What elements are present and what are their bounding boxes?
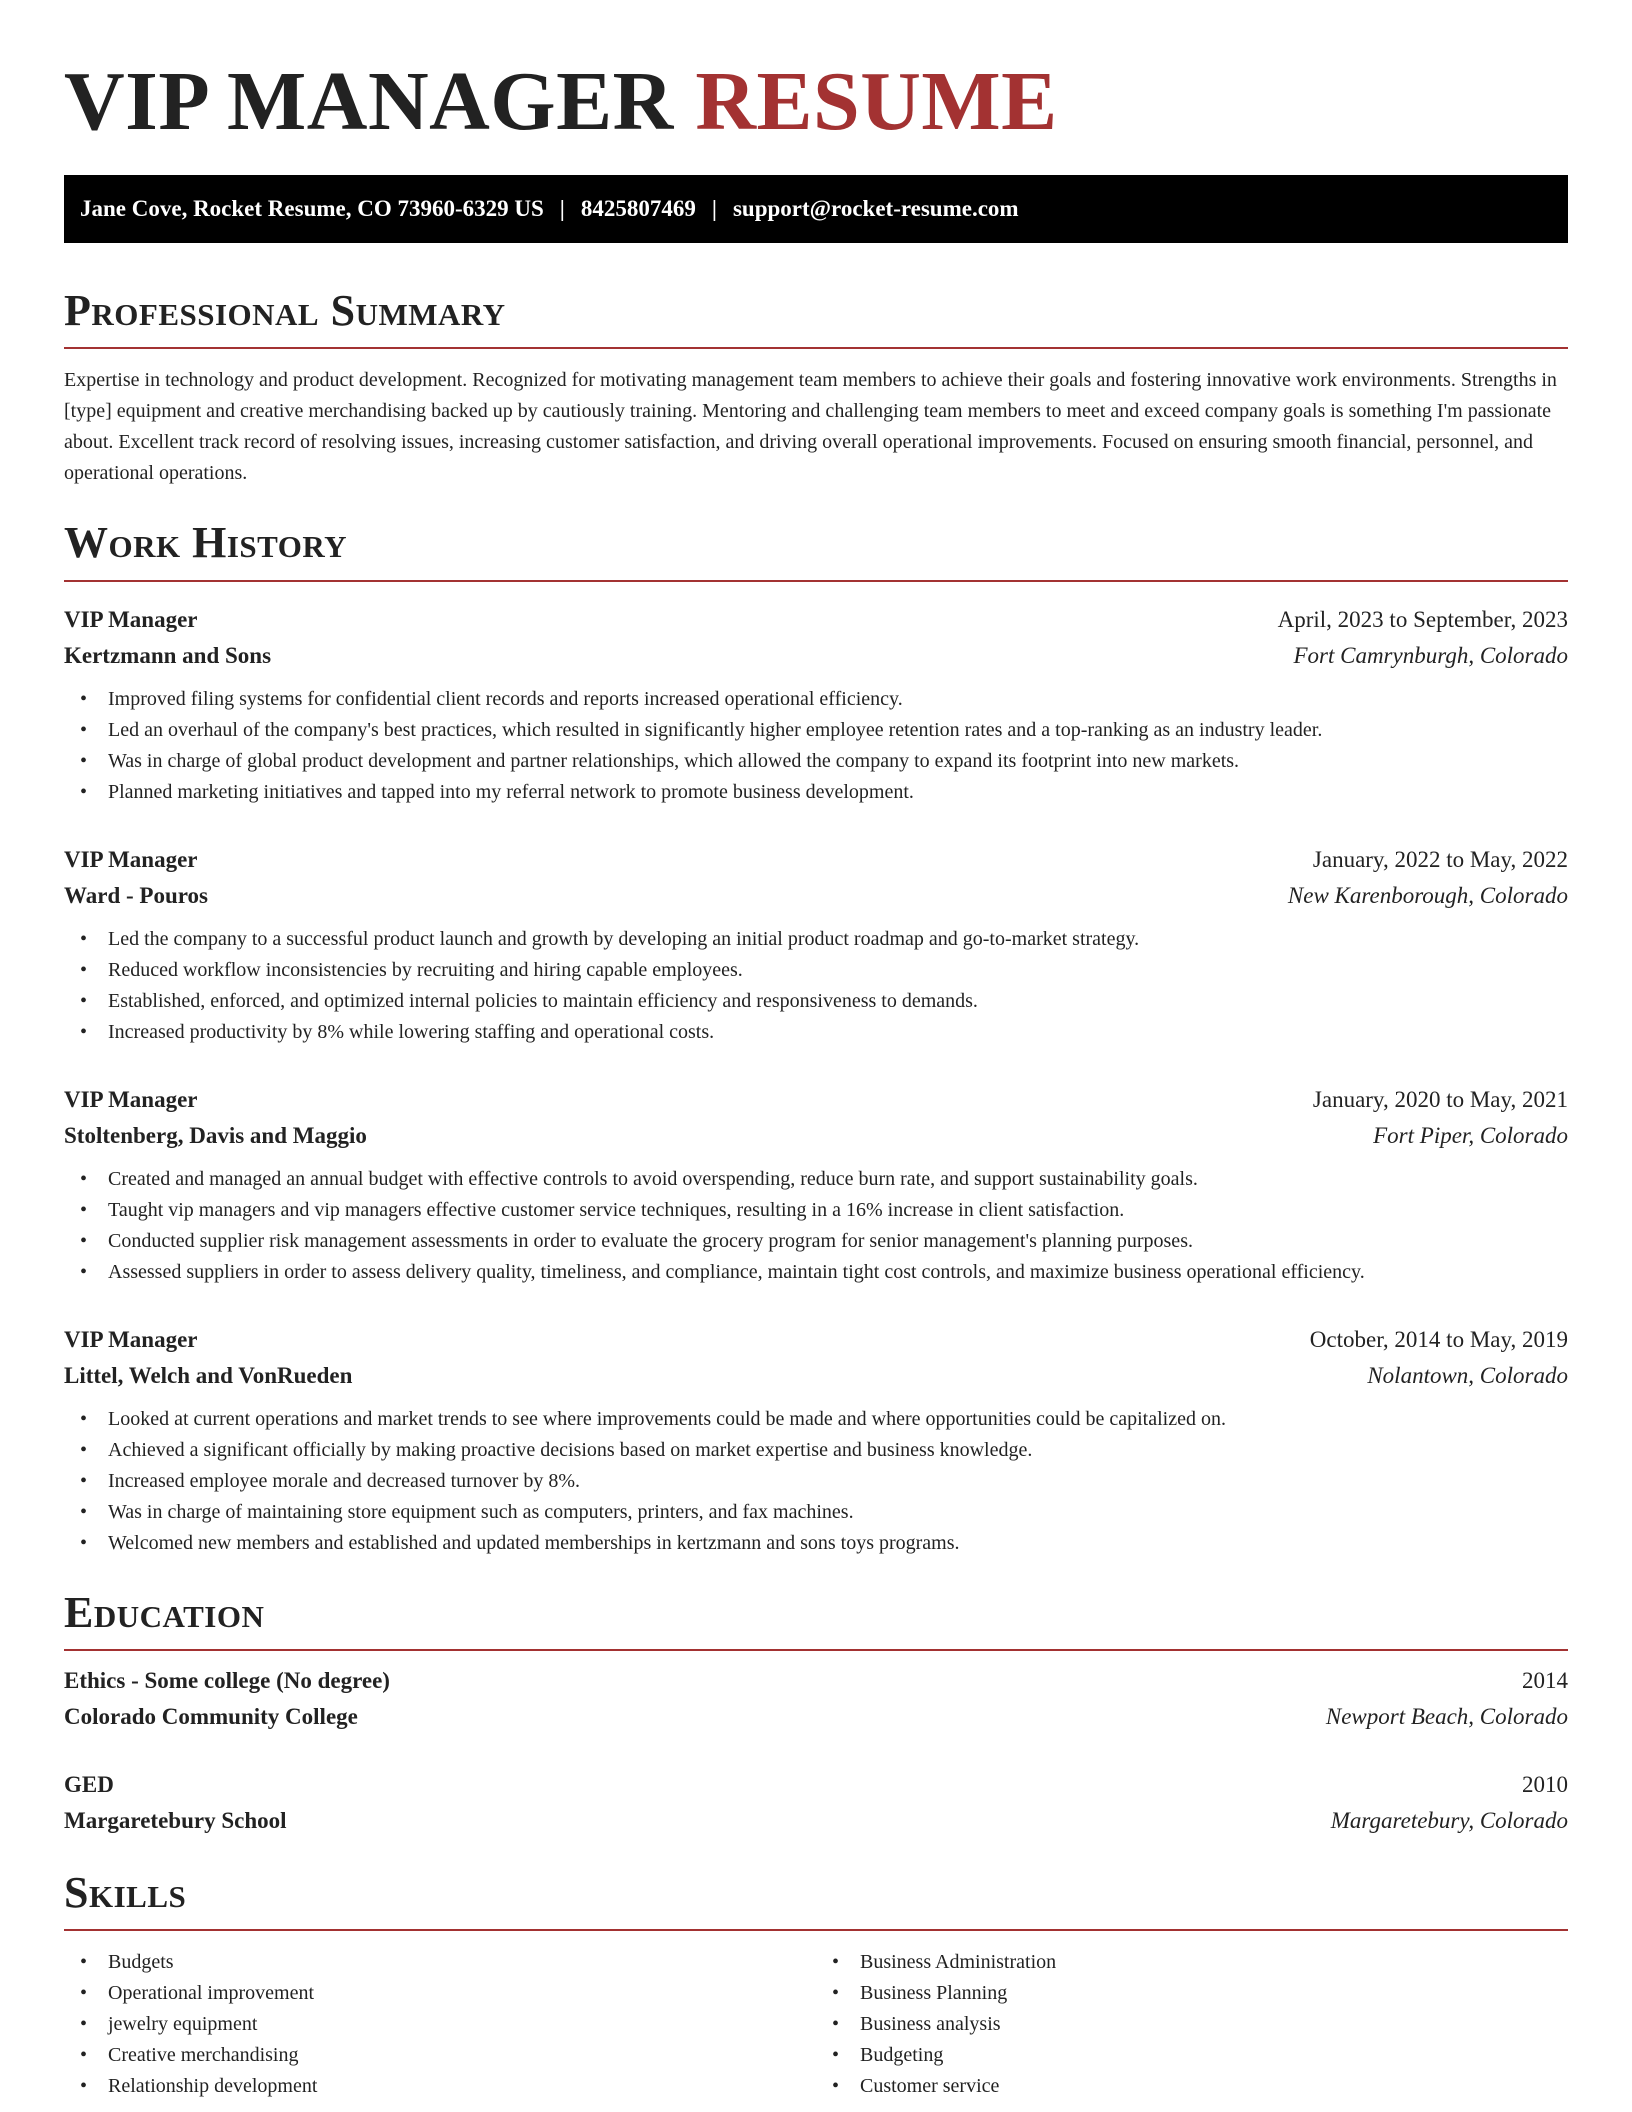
job-title: VIP Manager bbox=[64, 1086, 198, 1112]
job-dates: April, 2023 to September, 2023 bbox=[1277, 606, 1568, 632]
education-entry bbox=[64, 1663, 1568, 1735]
job-location: Fort Piper, Colorado bbox=[1373, 1122, 1568, 1148]
list-item: • Looked at current operations and market trends to see where improvements could be made and where opportunities could be capitalized on. bbox=[64, 1404, 1568, 1435]
education-heading: Education bbox=[64, 1587, 265, 1637]
job-location: Nolantown, Colorado bbox=[1367, 1362, 1568, 1388]
list-item: • Business analysis bbox=[816, 2009, 1568, 2040]
list-item: • Created and managed an annual budget with effective controls to avoid overspending, reduce burn rate, and support sustainability goals. bbox=[64, 1164, 1568, 1195]
list-item: • Led the company to a successful product launch and growth by developing an initial product roadmap and go-to-market strategy. bbox=[64, 924, 1568, 955]
education-degree: GED bbox=[64, 1771, 114, 1797]
list-item: • Planned marketing initiatives and tapped into my referral network to promote business development. bbox=[64, 777, 1568, 808]
list-item: • Business Planning bbox=[816, 1978, 1568, 2009]
list-item: • Creative merchandising bbox=[64, 2040, 816, 2071]
job-location: New Karenborough, Colorado bbox=[1287, 882, 1568, 908]
summary-heading: Professional Summary bbox=[64, 285, 506, 335]
skills-section bbox=[64, 1869, 1568, 2102]
job-company: Littel, Welch and VonRueden bbox=[64, 1362, 353, 1388]
list-item: • Established, enforced, and optimized internal policies to maintain efficiency and responsiveness to demands. bbox=[64, 986, 1568, 1017]
contact-separator: | bbox=[711, 195, 717, 221]
skills-column-right bbox=[816, 1947, 1568, 2102]
contact-email: support@rocket-resume.com bbox=[732, 195, 1019, 221]
job-company: Ward - Pouros bbox=[64, 882, 208, 908]
contact-separator: | bbox=[559, 195, 565, 221]
section-divider bbox=[64, 1649, 1568, 1651]
list-item: • Was in charge of maintaining store equipment such as computers, printers, and fax machines. bbox=[64, 1497, 1568, 1528]
job-entry bbox=[64, 1322, 1568, 1559]
job-title: VIP Manager bbox=[64, 606, 198, 632]
contact-phone: 8425807469 bbox=[580, 195, 696, 221]
education-school: Margaretebury School bbox=[64, 1807, 287, 1833]
education-section bbox=[64, 1589, 1568, 1839]
section-divider bbox=[64, 1929, 1568, 1931]
list-item: • Improved filing systems for confidential client records and reports increased operational efficiency. bbox=[64, 684, 1568, 715]
title-role: VIP MANAGER bbox=[64, 55, 674, 148]
list-item: • Assessed suppliers in order to assess delivery quality, timeliness, and compliance, maintain tight cost controls, and maximize business operational efficiency. bbox=[64, 1257, 1568, 1288]
job-dates: October, 2014 to May, 2019 bbox=[1309, 1326, 1568, 1352]
education-location: Newport Beach, Colorado bbox=[1325, 1703, 1568, 1729]
work-history-section bbox=[64, 519, 1568, 1558]
job-bullets bbox=[64, 1404, 1568, 1559]
education-year: 2014 bbox=[1522, 1667, 1568, 1693]
education-degree: Ethics - Some college (No degree) bbox=[64, 1667, 390, 1693]
skills-column-left bbox=[64, 1947, 816, 2102]
list-item: • Relationship development bbox=[64, 2071, 816, 2102]
list-item: • Achieved a significant officially by making proactive decisions based on market expertise and business knowledge. bbox=[64, 1435, 1568, 1466]
education-year: 2010 bbox=[1522, 1771, 1568, 1797]
education-entry bbox=[64, 1767, 1568, 1839]
list-item: • Led an overhaul of the company's best practices, which resulted in significantly higher employee retention rates and a top-ranking as an industry leader. bbox=[64, 715, 1568, 746]
list-item: • Budgets bbox=[64, 1947, 816, 1978]
resume-title bbox=[64, 52, 1568, 153]
list-item: • Increased employee morale and decreased turnover by 8%. bbox=[64, 1466, 1568, 1497]
list-item: • jewelry equipment bbox=[64, 2009, 816, 2040]
summary-section bbox=[64, 287, 1568, 489]
list-item: • Budgeting bbox=[816, 2040, 1568, 2071]
skills-list bbox=[64, 1947, 1568, 2102]
job-entry bbox=[64, 1082, 1568, 1288]
job-bullets bbox=[64, 684, 1568, 808]
list-item: • Conducted supplier risk management assessments in order to evaluate the grocery program for senior management's planning purposes. bbox=[64, 1226, 1568, 1257]
job-company: Kertzmann and Sons bbox=[64, 642, 272, 668]
education-school: Colorado Community College bbox=[64, 1703, 358, 1729]
list-item: • Customer service bbox=[816, 2071, 1568, 2102]
section-divider bbox=[64, 347, 1568, 349]
skills-heading: Skills bbox=[64, 1867, 187, 1917]
list-item: • Taught vip managers and vip managers effective customer service techniques, resulting in a 16% increase in client satisfaction. bbox=[64, 1195, 1568, 1226]
job-dates: January, 2022 to May, 2022 bbox=[1312, 846, 1568, 872]
contact-address: Jane Cove, Rocket Resume, CO 73960-6329 US bbox=[80, 195, 544, 221]
job-dates: January, 2020 to May, 2021 bbox=[1312, 1086, 1568, 1112]
education-location: Margaretebury, Colorado bbox=[1330, 1807, 1568, 1833]
list-item: • Business Administration bbox=[816, 1947, 1568, 1978]
list-item: • Was in charge of global product development and partner relationships, which allowed the company to expand its footprint into new markets. bbox=[64, 746, 1568, 777]
job-company: Stoltenberg, Davis and Maggio bbox=[64, 1122, 367, 1148]
job-entry bbox=[64, 602, 1568, 808]
list-item: • Increased productivity by 8% while lowering staffing and operational costs. bbox=[64, 1017, 1568, 1048]
list-item: • Reduced workflow inconsistencies by recruiting and hiring capable employees. bbox=[64, 955, 1568, 986]
list-item: • Welcomed new members and established and updated memberships in kertzmann and sons toys programs. bbox=[64, 1528, 1568, 1559]
job-location: Fort Camrynburgh, Colorado bbox=[1293, 642, 1568, 668]
contact-bar bbox=[64, 175, 1568, 243]
summary-text: Expertise in technology and product development. Recognized for motivating management team members to achieve their goals and fostering innovative work environments. Strengths in [type] equipment and creative merchandising backed up by cautiously training. Mentoring and challenging team members to meet and exceed company goals is something I'm passionate about. Excellent track record of resolving issues, increasing customer satisfaction, and driving overall operational improvements. Focused on ensuring smooth financial, personnel, and operational operations. bbox=[64, 369, 1557, 485]
title-accent: RESUME bbox=[695, 55, 1058, 148]
job-bullets bbox=[64, 924, 1568, 1048]
job-title: VIP Manager bbox=[64, 1326, 198, 1352]
job-entry bbox=[64, 842, 1568, 1048]
job-bullets bbox=[64, 1164, 1568, 1288]
section-divider bbox=[64, 580, 1568, 582]
work-history-heading: Work History bbox=[64, 518, 348, 568]
list-item: • Operational improvement bbox=[64, 1978, 816, 2009]
job-title: VIP Manager bbox=[64, 846, 198, 872]
